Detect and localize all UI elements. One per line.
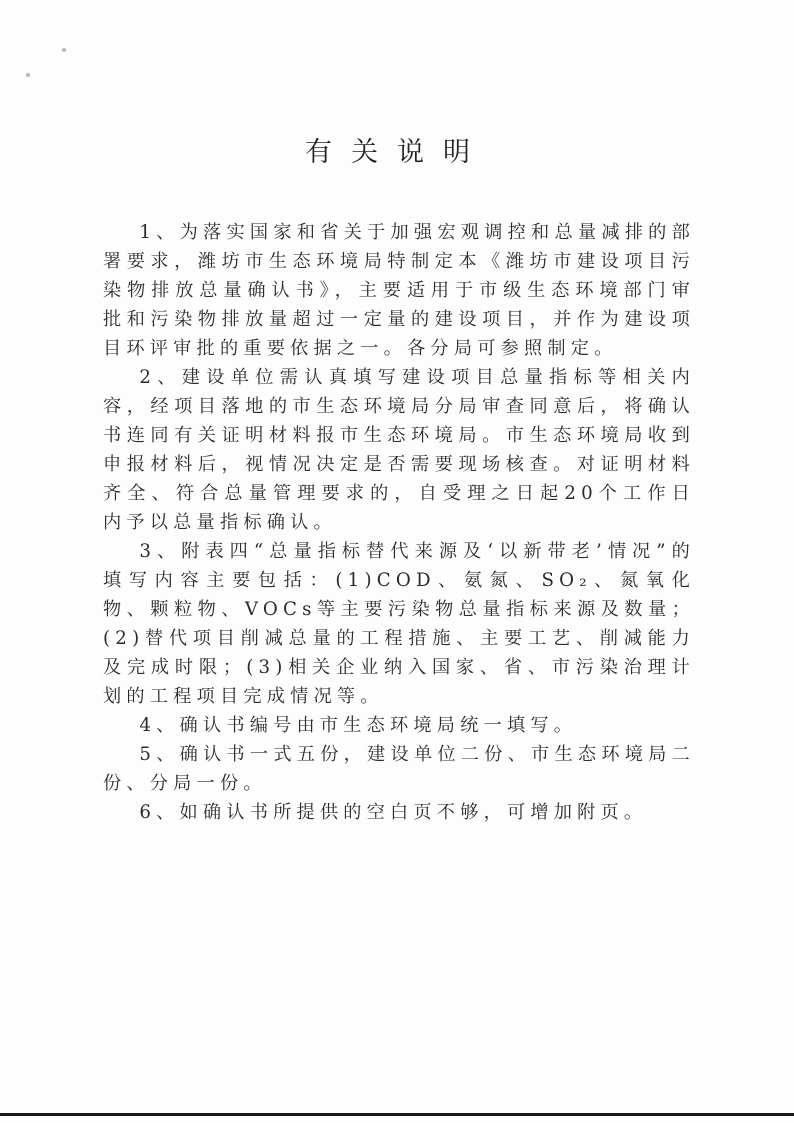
paragraph-6: 6、如确认书所提供的空白页不够，可增加附页。 — [139, 802, 648, 823]
page-title: 有关说明 — [305, 137, 489, 168]
paragraph-5: 5、确认书一式五份，建设单位二份、市生态环境局二份、分局一份。 — [103, 744, 695, 794]
document-body — [103, 218, 695, 827]
bottom-border-line — [0, 1113, 794, 1116]
paragraph-4: 4、确认书编号由市生态环境局统一填写。 — [139, 715, 578, 736]
paragraph-1: 1、为落实国家和省关于加强宏观调控和总量减排的部署要求，潍坊市生态环境局特制定本《潍坊市建设项目污染物排放总量确认书》，主要适用于市级生态环境部门审批和污染物排放量超过一定量的建设项目，并作为建设项目环评审批的重要依据之一。各分局可参照制定。 — [103, 222, 695, 359]
paragraph-2: 2、建设单位需认真填写建设项目总量指标等相关内容，经项目落地的市生态环境局分局审查同意后，将确认书连同有关证明材料报市生态环境局。市生态环境局收到申报材料后，视情况决定是否需要现场核查。对证明材料齐全、符合总量管理要求的，自受理之日起20个工作日内予以总量指标确认。 — [103, 367, 695, 533]
paragraph-3: 3、附表四“总量指标替代来源及‘以新带老’情况”的填写内容主要包括：(1)COD、氨氮、SO₂、氮氧化物、颗粒物、VOCs等主要污染物总量指标来源及数量；(2)替代项目削减总量的工程措施、主要工艺、削减能力及完成时限；(3)相关企业纳入国家、省、市污染治理计划的工程项目完成情况等。 — [103, 541, 695, 707]
scan-speck — [26, 73, 30, 77]
scan-speck — [62, 48, 66, 52]
